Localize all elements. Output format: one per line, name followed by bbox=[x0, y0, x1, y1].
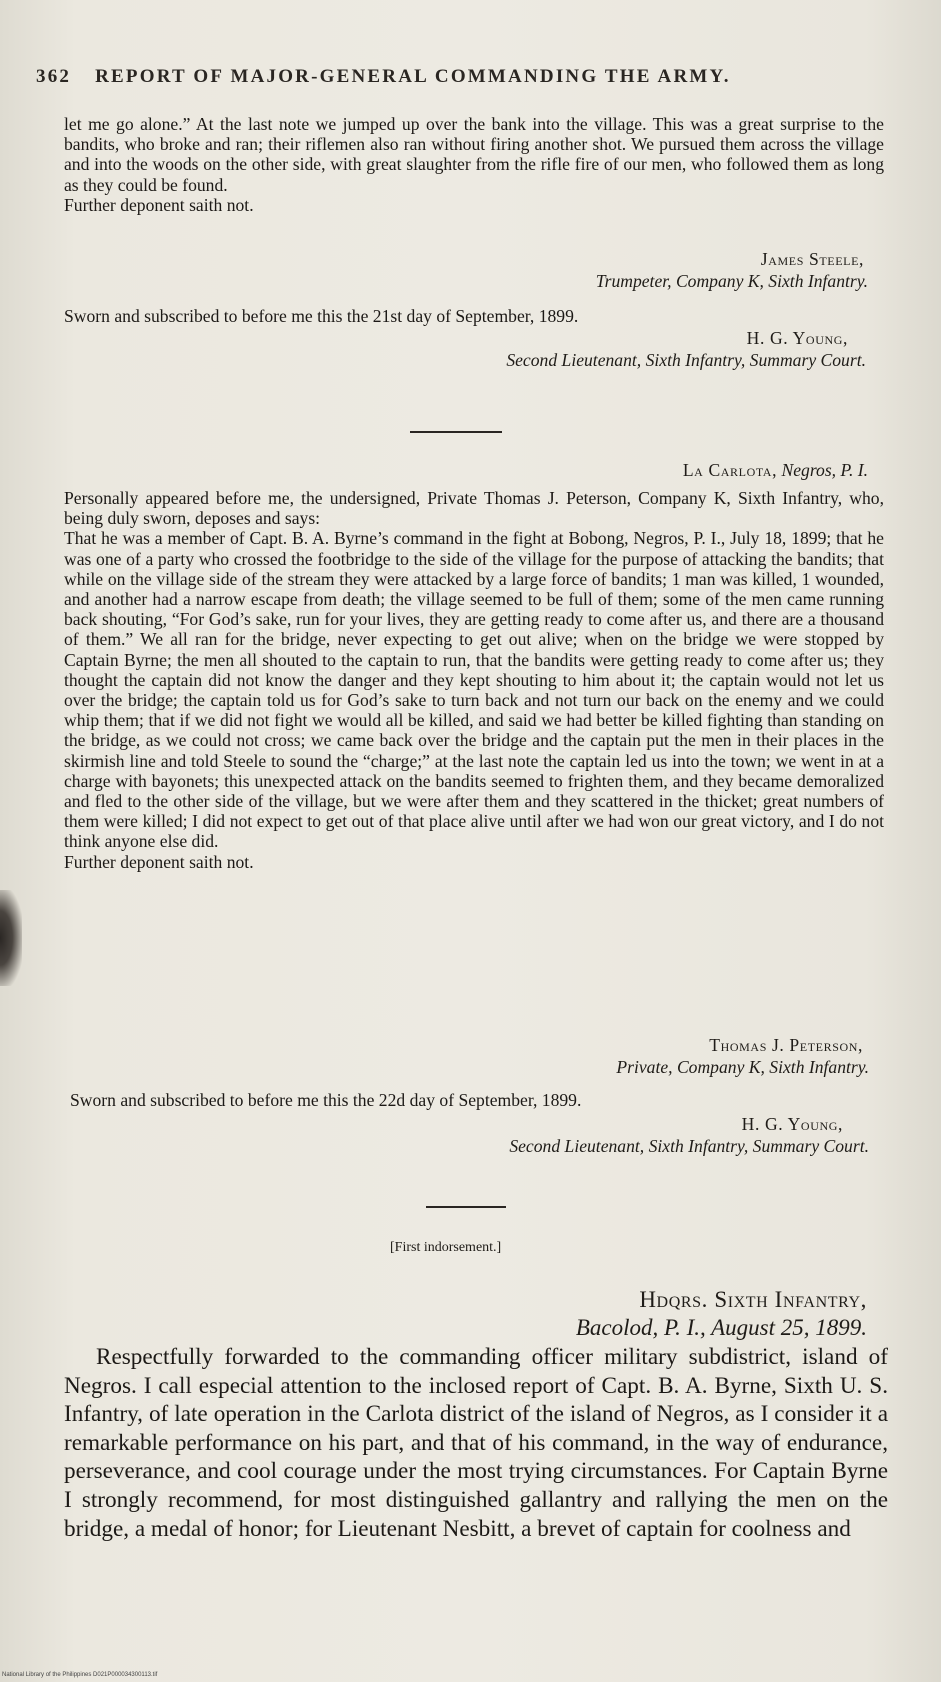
paragraph: let me go alone.” At the last note we jumped up over the bank into the village. This was a great surprise to the bandits, who broke and ran; their riflemen also ran without firing another shot. We pursued them across the village and into the woods on the other side, with great slaughter from the rifle fire of our men, who followed them as long as they could be found. bbox=[64, 114, 884, 195]
body-paragraph: That he was a member of Capt. B. A. Byrne’s command in the fight at Bobong, Negros, P. I., July 18, 1899; that he was one of a party who crossed the footbridge to the side of the village for the purpose of attacking the bandits; that while on the village side of the stream they were attacked by a large force of bandits; 1 man was killed, 1 wounded, and another had a narrow escape from death; the village seemed to be full of them; some of the men came running back shouting, “For God’s sake, run for your lives, they are getting ready to come after us, and there are a thousand of them.” We all ran for the bridge, never expecting to get out alive; when on the bridge we were stopped by Captain Byrne; the men all shouted to the captain to run, that the bandits were getting ready to come after us; they thought the captain did not know the danger and they kept shouting to him about it; the captain would not let us over the bridge; the captain told us for God’s sake to turn back and not turn our back on the enemy and we could whip them; that if we did not fight we would all be killed, and said we had better be killed fighting than standing on the bridge, as we could not cross; we came back over the bridge and the captain put the men in their places in the skirmish line and told Steele to sound the “charge;” at the last note the captain led us into the town; we went in at a charge with bayonets; this unexpected attack on the bandits seemed to frighten them, and they became demoralized and fled to the other side of the village, but we were after them and they scattered in the thicket; great numbers of them were killed; I did not expect to get out of that place alive until after we had won our great victory, and I do not think anyone else did. bbox=[64, 528, 884, 852]
officer-title: Second Lieutenant, Sixth Infantry, Summary Court. bbox=[506, 350, 866, 370]
running-title: REPORT OF MAJOR-GENERAL COMMANDING THE ARMY. bbox=[95, 66, 731, 87]
closing-line: Further deponent saith not. bbox=[64, 851, 254, 872]
peterson-deposition bbox=[64, 488, 884, 872]
indorsement-body: Respectfully forwarded to the commanding officer military subdistrict, island of Negros. I call especial attention to the inclosed report of Capt. B. A. Byrne, Sixth U. S. Infantry, of late operation in the Carlota district of the island of Negros, as I consider it a remarkable performance on his part, and that of his command, in the way of endurance, perseverance, and cool courage under the most trying circumstances. For Captain Byrne I strongly recommend, for most distinguished gallantry and rallying the men on the bridge, a medal of honor; for Lieutenant Nesbitt, a brevet of captain for coolness and bbox=[64, 1344, 888, 1542]
section-divider bbox=[426, 1206, 506, 1208]
officer-title: Second Lieutenant, Sixth Infantry, Summary Court. bbox=[509, 1136, 869, 1156]
signer-name: James Steele, bbox=[760, 249, 864, 269]
running-header bbox=[36, 66, 836, 88]
signer-title: Trumpeter, Company K, Sixth Infantry. bbox=[595, 271, 868, 291]
sworn-statement: Sworn and subscribed to before me this the 22d day of September, 1899. bbox=[70, 1090, 582, 1110]
officer-name: H. G. Young, bbox=[746, 328, 848, 348]
officer-name: H. G. Young, bbox=[741, 1114, 843, 1134]
scan-footer: National Library of the Philippines D021P000034300113.tif bbox=[2, 1672, 158, 1678]
page-number: 362 bbox=[36, 66, 72, 87]
section-divider bbox=[410, 431, 502, 433]
signer-title: Private, Company K, Sixth Infantry. bbox=[616, 1057, 869, 1077]
signer-name: Thomas J. Peterson, bbox=[709, 1035, 863, 1055]
place-heading: La Carlota, Negros, P. I. bbox=[682, 460, 868, 480]
hq-heading: Hdqrs. Sixth Infantry, Bacolod, P. I., August 25, 1899. bbox=[575, 1287, 867, 1340]
sworn-statement: Sworn and subscribed to before me this the 21st day of September, 1899. bbox=[64, 306, 579, 326]
intro-paragraph: Personally appeared before me, the undersigned, Private Thomas J. Peterson, Company K, Sixth Infantry, who, being duly sworn, deposes and says: bbox=[64, 488, 884, 529]
closing-line: Further deponent saith not. bbox=[64, 194, 254, 215]
indorsement-label: [First indorsement.] bbox=[390, 1240, 502, 1255]
page-edge-shadow bbox=[0, 890, 22, 986]
steele-deposition-ending bbox=[64, 114, 884, 215]
